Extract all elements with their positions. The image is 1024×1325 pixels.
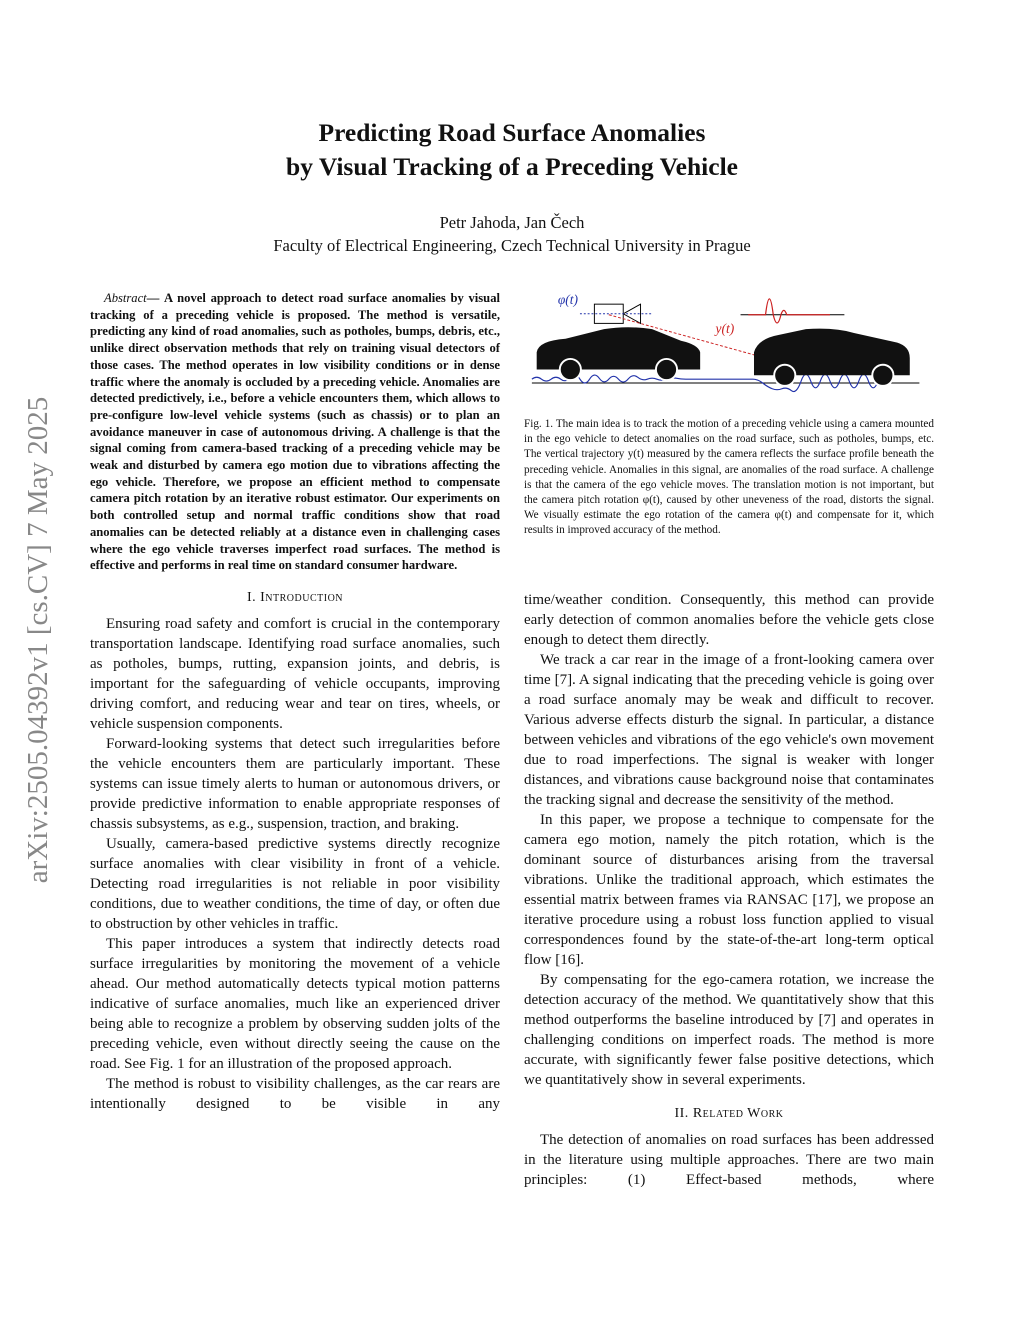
phi-label: φ(t) xyxy=(557,292,578,308)
figure-1-illustration xyxy=(524,283,934,408)
section-title: Introduction xyxy=(260,589,344,605)
section-heading-related-work xyxy=(524,1106,934,1122)
author-names: Petr Jahoda, Jan Čech xyxy=(439,213,585,232)
figure-1-caption: Fig. 1. The main idea is to track the motion of a preceding vehicle using a camera mounted in the ego vehicle to detect anomalies on the road surface, such as potholes, bumps, etc. The vertical trajectory y(t) measured by the camera reflects the surface profile beneath the preceding vehicle. Anomalies in this signal, are anomalies of the road surface. A challenge is that the camera of the ego vehicle moves. The translation motion is not important, but the camera pitch rotation φ(t), caused by other uneveness of the road, distorts the signal. We visually estimate the ego rotation of the camera φ(t) and compensate for it, which results in improved accuracy of the method. xyxy=(524,418,934,537)
abstract: Abstract— A novel approach to detect road surface anomalies by visual tracking of a preceding vehicle is proposed. The method is versatile, predicting any kind of road anomalies, such as potholes, bumps, debris, etc., unlike direct observation methods that rely on training visual detectors of those cases. The method operates in low visibility conditions or in dense traffic where the anomaly is occluded by a preceding vehicle. Anomalies are detected predictively, i.e., before a vehicle encounters them, which allows to pre-configure low-level vehicle systems (such as chassis) or to plan an avoidance maneuver in case of autonomous driving. A challenge is that the signal coming from camera-based tracking of a preceding vehicle may be weak and disturbed by camera ego motion due to vibrations affecting the ego vehicle. Therefore, we propose an efficient method to compensate camera pitch rotation by an iterative robust estimator. Our experiments on both controlled setup and normal traffic conditions show that road anomalies can be detected reliably at a distance even in challenging cases where the ego vehicle traverses imperfect road surfaces. The method is effective and performs in real time on standard consumer hardware. xyxy=(90,291,500,573)
arxiv-id: arXiv:2505.04392v1 [cs.CV] 7 May 2025 xyxy=(22,396,54,884)
paragraph: Forward-looking systems that detect such irregularities before the vehicle encounters them are particularly important. These systems can issue timely alerts to human or autonomous drivers, or provide predictive information to enable appropriate responses of chassis subsystems, as e.g., suspension, traction, and braking. xyxy=(90,735,500,832)
section-number: I. xyxy=(246,589,261,605)
paragraph: time/weather condition. Consequently, this method can provide early detection of common anomalies before the vehicle gets close enough to detect them directly. xyxy=(524,592,934,648)
trajectory-signal xyxy=(748,299,830,323)
paragraph: By compensating for the ego-camera rotation, we increase the detection accuracy of the method. We quantitatively show that this method outperforms the baseline introduced by [7] and operates in challenging conditions on imperfect roads. The method is more accurate, with significantly fewer false positive detections, which we quantitatively show in several experiments. xyxy=(524,972,934,1088)
paragraph: Ensuring road safety and comfort is crucial in the contemporary transportation landscape. Identifying road surface anomalies, such as potholes, bumps, rutting, expansion joints, and debris, is important for the safeguarding of vehicle occupants, improving driving comfort, and reducing wear and tear on tires, wheels, or vehicle suspension components. xyxy=(90,615,500,732)
title-line-2: by Visual Tracking of a Preceding Vehicle xyxy=(286,152,738,181)
paragraph: The method is robust to visibility challenges, as the car rears are intentionally designed to be visible in any xyxy=(90,1075,500,1112)
paragraph: We track a car rear in the image of a front-looking camera over time [7]. A signal indicating that the preceding vehicle is going over a road surface anomaly may be weak and difficult to recover. Various adverse effects disturb the signal. In particular, a distance between vehicles and vibrations of the ego vehicle's own movement due to road imperfections. The signal is weaker with longer distances, and vibrations cause background noise that contaminates the tracking signal and decrease the sensitivity of the method. xyxy=(524,652,934,808)
paragraph: In this paper, we propose a technique to compensate for the camera ego motion, namely the pitch rotation, which is the dominant source of disturbances arising from the traversal vibrations. Unlike the traditional approach, which estimates the essential matrix between frames via RANSAC [17], we propose an iterative procedure using a robust loss function applied to visual correspondences found by the state-of-the-art long-term optical flow [16]. xyxy=(524,812,934,968)
section-title: Related Work xyxy=(692,1106,784,1121)
abstract-label: Abstract xyxy=(104,291,147,305)
right-column xyxy=(524,590,934,1190)
section-heading-introduction xyxy=(90,590,500,606)
abstract-text: A novel approach to detect road surface anomalies by visual tracking of a preceding vehicle is proposed. The method is versatile, predicting any kind of road anomalies, such as potholes, bumps, debris, etc., unlike direct observation methods that rely on training visual detectors of those cases. The method operates in low visibility conditions or in dense traffic where the anomaly is occluded by a preceding vehicle. Anomalies are detected predictively, i.e., before a vehicle encounters them, which allows to pre-configure low-level vehicle systems (such as chassis) or to plan an avoidance maneuver in case of autonomous driving. A challenge is that the signal coming from camera-based tracking of a preceding vehicle may be weak and disturbed by camera ego motion due to vibrations affecting the ego vehicle. Therefore, we propose an efficient method to compensate camera pitch rotation by an iterative robust estimator. Our experiments on both controlled setup and normal traffic conditions show that road anomalies can be detected reliably at a distance even in challenging cases where the ego vehicle traverses imperfect road surfaces. The method is effective and performs in real time on standard consumer hardware. xyxy=(90,291,500,573)
paragraph: The detection of anomalies on road surfaces has been addressed in the literature using multiple approaches. There are two main principles: (1) Effect-based methods, where xyxy=(524,1132,934,1188)
left-column xyxy=(90,290,500,1114)
section-number: II. xyxy=(674,1106,693,1121)
affiliation: Faculty of Electrical Engineering, Czech Technical University in Prague xyxy=(273,236,751,255)
paper-title xyxy=(0,116,1024,184)
y-label: y(t) xyxy=(715,321,735,336)
paragraph: This paper introduces a system that indirectly detects road surface irregularities by monitoring the movement of a vehicle ahead. Our method automatically detects typical motion patterns indicative of surface anomalies, much like an experienced driver being able to recognize a problem by observing sudden jolts of the preceding vehicle, even without directly seeing the cause on the road. See Fig. 1 for an illustration of the proposed approach. xyxy=(90,935,500,1072)
paragraph: Usually, camera-based predictive systems directly recognize surface anomalies with clear visibility in front of a vehicle. Detecting road irregularities is not reliable in poor visibility conditions, due to weather conditions, the time of day, or often due to obstruction by other vehicles in traffic. xyxy=(90,835,500,932)
title-line-1: Predicting Road Surface Anomalies xyxy=(318,118,706,147)
author-block xyxy=(0,211,1024,257)
